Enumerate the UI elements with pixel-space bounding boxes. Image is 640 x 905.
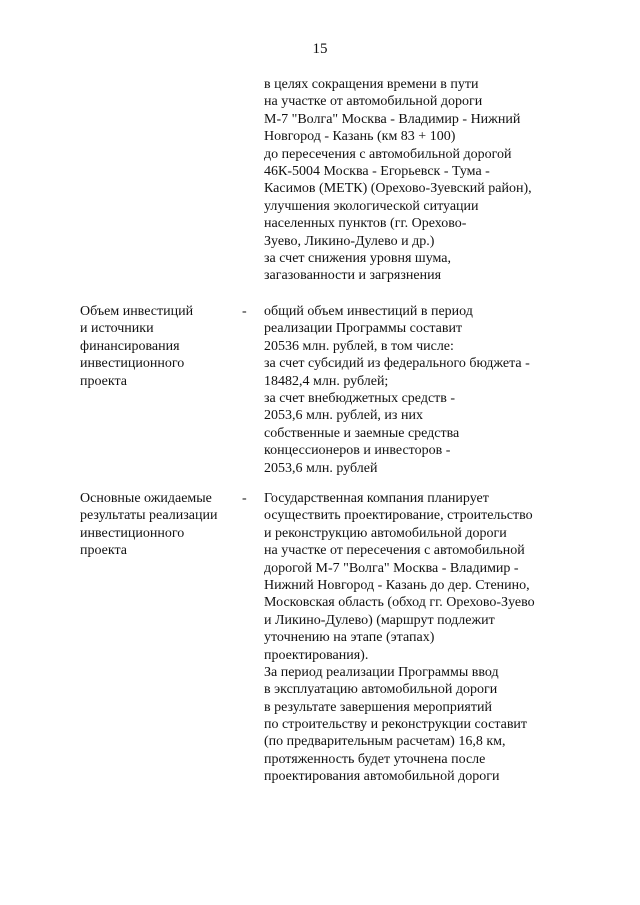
text-line: проектирования автомобильной дороги <box>264 769 500 785</box>
text-line: Московская область (обход гг. Орехово-Зуево <box>264 595 535 611</box>
text-line: 2053,6 млн. рублей <box>264 460 378 476</box>
text-line: на участке от пересечения с автомобильной <box>264 543 525 559</box>
row-text-investment <box>264 303 604 477</box>
text-line: за счет внебюджетных средств - <box>264 390 456 406</box>
text-line: и Ликино-Дулево) (маршрут подлежит <box>264 612 495 628</box>
label-line: проекта <box>80 543 127 559</box>
text-line: загазованности и загрязнения <box>264 268 442 284</box>
label-line: Основные ожидаемые <box>80 491 212 506</box>
text-line: населенных пунктов (гг. Орехово- <box>264 216 467 232</box>
label-line: результаты реализации <box>80 508 218 524</box>
text-line: уточнению на этапе (этапах) <box>264 630 435 646</box>
text-line: на участке от автомобильной дороги <box>264 94 483 110</box>
text-line: осуществить проектирование, строительство <box>264 508 533 524</box>
text-line: концессионеров и инвесторов - <box>264 443 451 459</box>
row-label-investment <box>80 303 230 390</box>
text-line: за счет субсидий из федерального бюджета - <box>264 356 530 372</box>
label-line: проекта <box>80 373 127 389</box>
text-line: 20536 млн. рублей, в том числе: <box>264 338 454 354</box>
text-line: в эксплуатацию автомобильной дороги <box>264 682 498 698</box>
label-line: инвестиционного <box>80 356 185 372</box>
text-line: собственные и заемные средства <box>264 425 460 441</box>
intro-paragraph <box>264 76 604 285</box>
text-line: Государственная компания планирует <box>264 491 489 506</box>
text-line: За период реализации Программы ввод <box>264 664 499 680</box>
label-line: финансирования <box>80 338 180 354</box>
row-dash: - <box>242 491 247 506</box>
text-line: общий объем инвестиций в период <box>264 304 473 319</box>
text-line: реализации Программы составит <box>264 321 463 337</box>
text-line: Новгород - Казань (км 83 + 100) <box>264 129 456 145</box>
row-label-results <box>80 490 230 560</box>
text-line: 46К-5004 Москва - Егорьевск - Тума - <box>264 163 490 179</box>
label-line: инвестиционного <box>80 525 185 541</box>
text-line: в целях сокращения времени в пути <box>264 77 479 92</box>
row-dash: - <box>242 304 247 319</box>
text-line: М-7 "Волга" Москва - Владимир - Нижний <box>264 111 521 127</box>
text-line: за счет снижения уровня шума, <box>264 250 451 266</box>
text-line: улучшения экологической ситуации <box>264 198 479 214</box>
text-line: (по предварительным расчетам) 16,8 км, <box>264 734 506 750</box>
text-line: протяженность будет уточнена после <box>264 751 486 767</box>
page-number: 15 <box>312 41 328 57</box>
text-line: и реконструкцию автомобильной дороги <box>264 525 507 541</box>
text-line: по строительству и реконструкции составит <box>264 717 528 733</box>
row-text-results <box>264 490 604 786</box>
text-line: Нижний Новгород - Казань до дер. Стенино, <box>264 577 530 593</box>
text-line: Зуево, Ликино-Дулево и др.) <box>264 233 435 249</box>
text-line: 2053,6 млн. рублей, из них <box>264 408 423 424</box>
text-line: до пересечения с автомобильной дорогой <box>264 146 512 162</box>
label-line: Объем инвестиций <box>80 304 194 319</box>
text-line: 18482,4 млн. рублей; <box>264 373 389 389</box>
text-line: в результате завершения мероприятий <box>264 699 492 715</box>
label-line: и источники <box>80 321 154 337</box>
text-line: проектирования). <box>264 647 369 663</box>
text-line: Касимов (МЕТК) (Орехово-Зуевский район), <box>264 181 532 197</box>
text-line: дорогой М-7 "Волга" Москва - Владимир - <box>264 560 519 576</box>
